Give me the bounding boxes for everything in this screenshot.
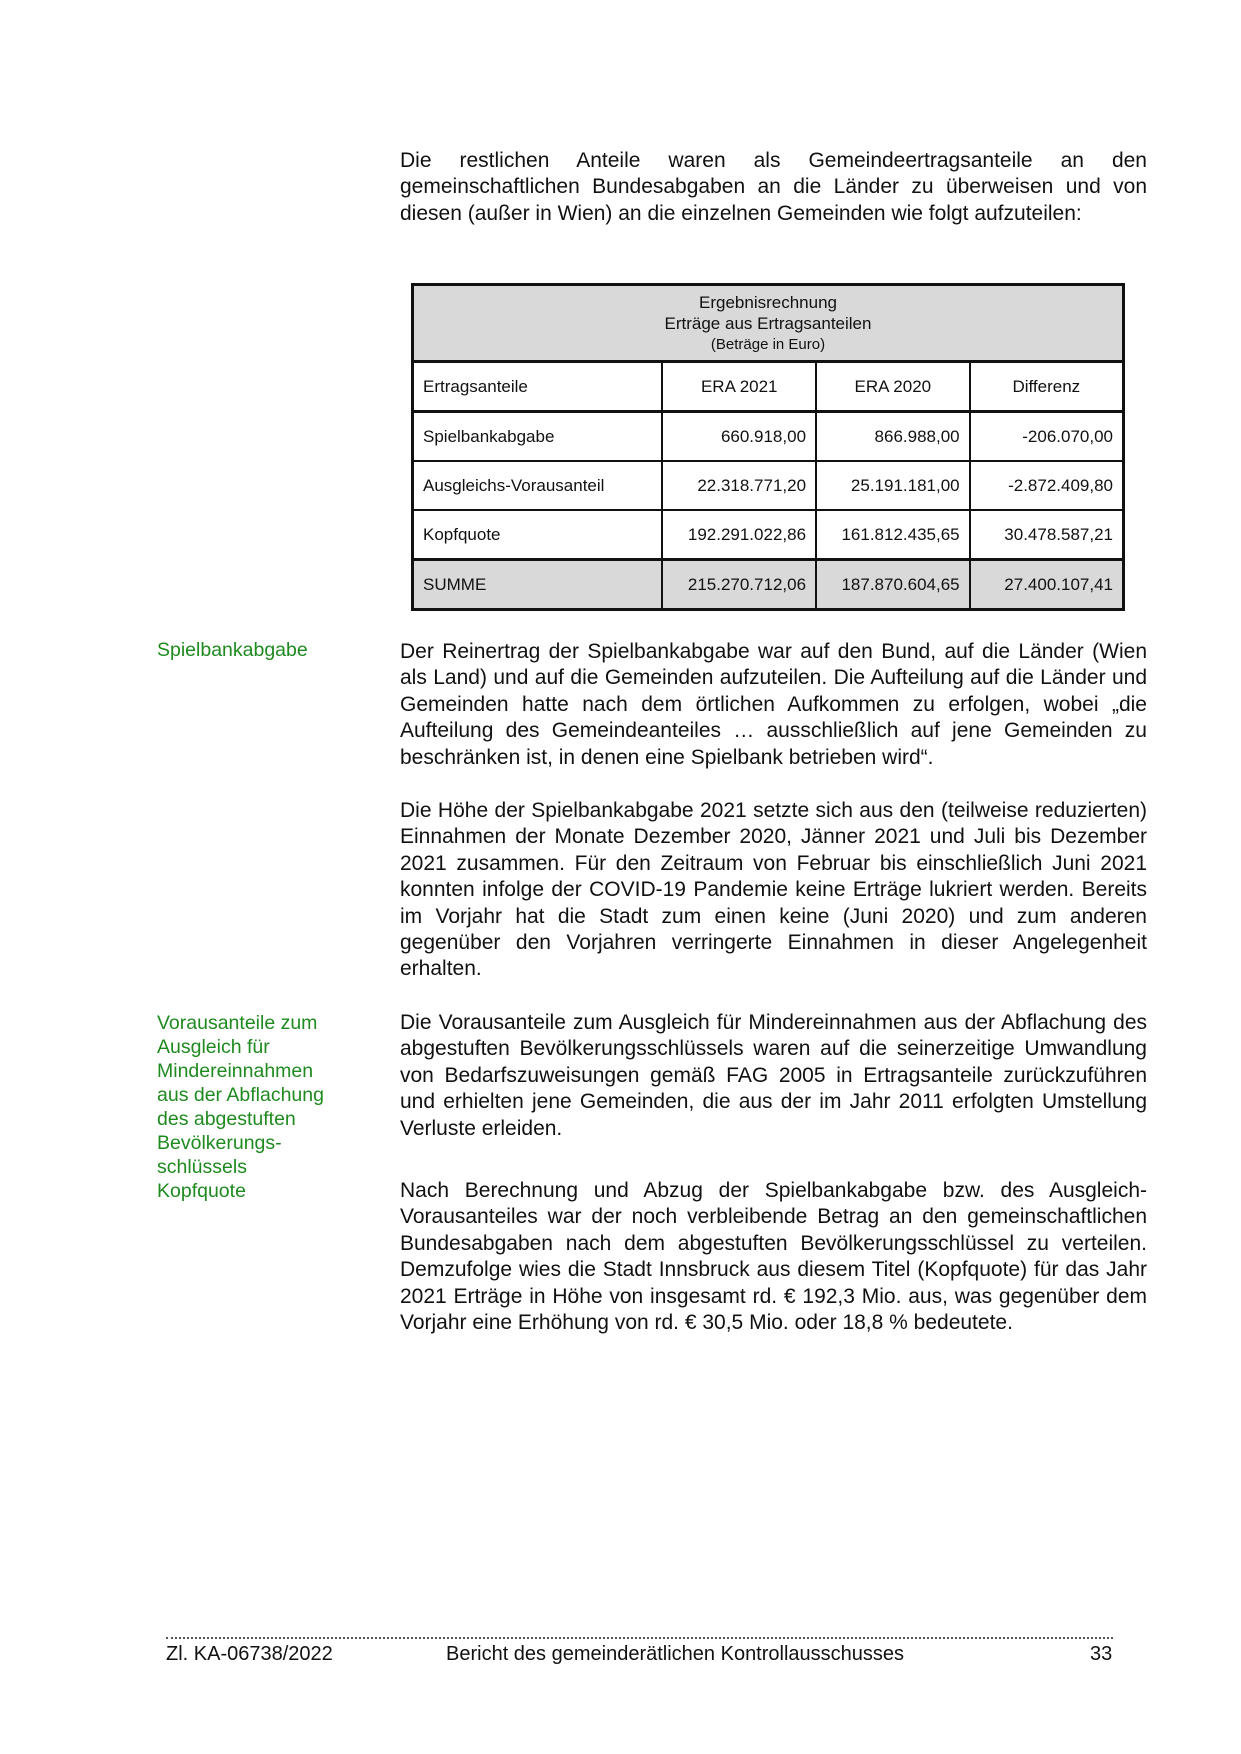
table-sum-row <box>413 560 1124 610</box>
margin-line: des abgestuften <box>157 1108 296 1130</box>
paragraph-hoehe: Die Höhe der Spielbankabgabe 2021 setzte sich aus den (teilweise reduzierten) Einnahmen der Monate Dezember 2020, Jänner 2021 und Juli bis Dezember 2021 zusammen. Für den Zeitraum von Februar bis einschließlich Juni 2021 konnten infolge der COVID-19 Pandemie keine Erträge lukriert werden. Bereits im Vorjahr hat die Stadt zum einen keine (Juni 2020) und zum anderen gegenüber den Vorjahren verringerte Einnahmen in dieser Angelegenheit erhalten. <box>400 799 1147 981</box>
cell: 192.291.022,86 <box>662 510 816 560</box>
margin-note-vorausanteile <box>157 1011 357 1203</box>
table-title-line: Erträge aus Ertragsanteilen <box>664 313 872 333</box>
table-title <box>413 285 1124 362</box>
table-title-line: Ergebnisrechnung <box>699 292 837 312</box>
footer-divider <box>166 1637 1113 1639</box>
cell: 215.270.712,06 <box>662 560 816 610</box>
footer-reference: Zl. KA-06738/2022 <box>166 1643 333 1665</box>
table-row <box>413 510 1124 560</box>
margin-line: Bevölkerungs- <box>157 1132 282 1154</box>
paragraph-spielbankabgabe: Der Reinertrag der Spielbankabgabe war auf den Bund, auf die Länder (Wien als Land) und auf die Gemeinden aufzuteilen. Die Aufteilung auf die Länder und Gemeinden hatte nach dem örtlichen Aufkommen zu erfolgen, wobei „die Aufteilung des Gemeindeanteiles … ausschließlich auf jene Gemeinden zu beschränken ist, in denen eine Spielbank betrieben wird“. <box>400 640 1147 769</box>
results-table <box>411 283 1125 611</box>
margin-line: Mindereinnahmen <box>157 1060 314 1082</box>
paragraph-vorausanteile: Die Vorausanteile zum Ausgleich für Mindereinnahmen aus der Abflachung des abgestuften Bevölkerungsschlüssels waren auf die seinerzeitige Umwandlung von Bedarfszuweisungen gemäß FAG 2005 in Ertragsanteile zurückzuführen und erhielten jene Gemeinden, die aus der im Jahr 2011 erfolgten Umstellung Verluste erleiden. <box>400 1011 1147 1140</box>
margin-line: Kopfquote <box>157 1180 246 1202</box>
cell: Spielbankabgabe <box>413 412 663 462</box>
cell: Ausgleichs-Vorausanteil <box>413 461 663 510</box>
cell: 161.812.435,65 <box>816 510 970 560</box>
cell: -206.070,00 <box>970 412 1124 462</box>
page-number: 33 <box>1090 1643 1113 1665</box>
footer-title: Bericht des gemeinderätlichen Kontrollausschusses <box>446 1643 905 1665</box>
margin-line: schlüssels <box>157 1156 247 1178</box>
margin-line: aus der Abflachung <box>157 1084 324 1106</box>
cell: 30.478.587,21 <box>970 510 1124 560</box>
cell: 187.870.604,65 <box>816 560 970 610</box>
cell: 866.988,00 <box>816 412 970 462</box>
cell: 25.191.181,00 <box>816 461 970 510</box>
cell: 27.400.107,41 <box>970 560 1124 610</box>
margin-line: Ausgleich für <box>157 1036 270 1058</box>
column-header: Differenz <box>970 362 1124 412</box>
cell: 22.318.771,20 <box>662 461 816 510</box>
column-header: ERA 2020 <box>816 362 970 412</box>
margin-line: Vorausanteile zum <box>157 1012 318 1034</box>
table-title-unit: (Beträge in Euro) <box>710 335 826 353</box>
cell: -2.872.409,80 <box>970 461 1124 510</box>
table-header-row <box>413 362 1124 412</box>
column-header: Ertragsanteile <box>413 362 663 412</box>
cell: Kopfquote <box>413 510 663 560</box>
table-row <box>413 412 1124 462</box>
intro-paragraph: Die restlichen Anteile waren als Gemeindeertragsanteile an den gemeinschaftlichen Bundesabgaben an die Länder zu überweisen und von diesen (außer in Wien) an die einzelnen Gemeinden wie folgt aufzuteilen: <box>400 149 1147 225</box>
cell: 660.918,00 <box>662 412 816 462</box>
table-row <box>413 461 1124 510</box>
cell: SUMME <box>413 560 663 610</box>
margin-note-spielbankabgabe: Spielbankabgabe <box>157 639 308 661</box>
column-header: ERA 2021 <box>662 362 816 412</box>
paragraph-kopfquote: Nach Berechnung und Abzug der Spielbankabgabe bzw. des Ausgleich-Vorausanteiles war der noch verbleibende Betrag an den gemeinschaftlichen Bundesabgaben nach dem abgestuften Bevölkerungsschlüssel zu verteilen. Demzufolge wies die Stadt Innsbruck aus diesem Titel (Kopfquote) für das Jahr 2021 Erträge in Höhe von insgesamt rd. € 192,3 Mio. aus, was gegenüber dem Vorjahr eine Erhöhung von rd. € 30,5 Mio. oder 18,8 % bedeutete. <box>400 1179 1147 1335</box>
